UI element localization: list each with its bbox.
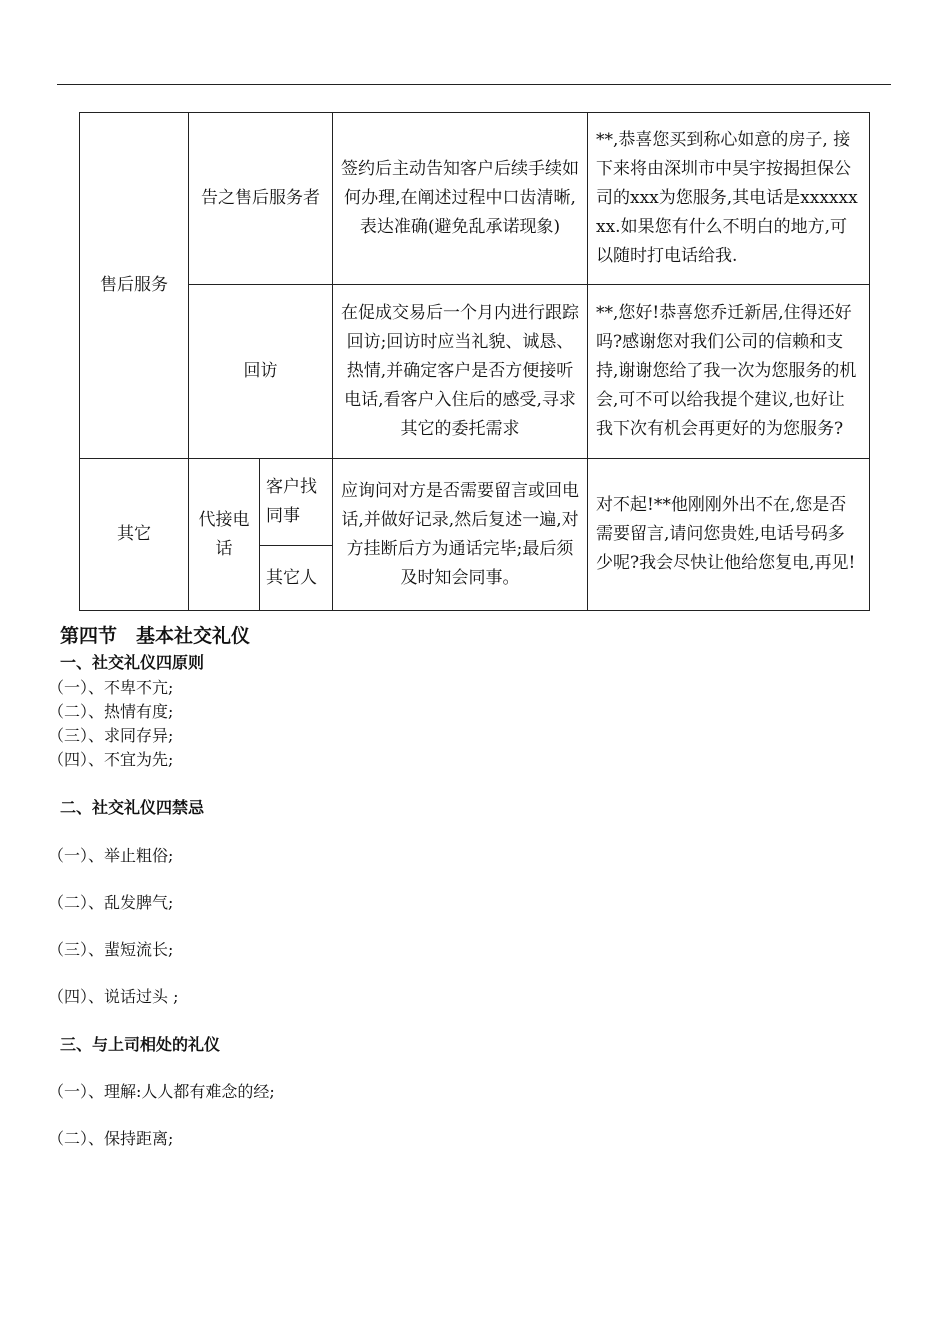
requirement-cell: 在促成交易后一个月内进行跟踪回访;回访时应当礼貌、诚恳、热情,并确定客户是否方便接听电话,看客户入住后的感受,寻求其它的委托需求	[333, 285, 588, 459]
list-item: （一）、不卑不亢;	[48, 678, 174, 697]
superior-heading: 三、与上司相处的礼仪	[60, 1035, 221, 1054]
list-item: （二）、乱发脾气;	[48, 893, 174, 912]
sub-item-cell: 客户找同事	[260, 459, 333, 546]
script-cell: **,您好!恭喜您乔迁新居,住得还好吗?感谢您对我们公司的信赖和支持,谢谢您给了我一次为您服务的机会,可不可以给我提个建议,也好让我下次有机会再更好的为您服务?	[588, 285, 870, 459]
section-title: 第四节 基本社交礼仪	[60, 625, 251, 647]
category-cell-other: 其它	[80, 459, 189, 611]
category-cell-after-sales: 售后服务	[80, 113, 189, 459]
table-row	[80, 285, 870, 459]
principles-heading: 一、社交礼仪四原则	[60, 653, 205, 672]
list-item: （三）、求同存异;	[48, 726, 174, 745]
sub-item-cell: 其它人	[260, 546, 333, 611]
list-item: （二）、热情有度;	[48, 702, 174, 721]
requirement-cell: 应询问对方是否需要留言或回电话,并做好记录,然后复述一遍,对方挂断后方为通话完毕;最后须及时知会同事。	[333, 459, 588, 611]
list-item: （一）、举止粗俗;	[48, 846, 174, 865]
script-cell: 对不起!**他刚刚外出不在,您是否需要留言,请问您贵姓,电话号码多少呢?我会尽快让他给您复电,再见!	[588, 459, 870, 611]
list-item: （四）、说话过头 ;	[48, 987, 179, 1006]
header-rule	[57, 84, 891, 85]
item-cell: 回访	[189, 285, 333, 459]
script-cell: **,恭喜您买到称心如意的房子, 接下来将由深圳市中昊宇按揭担保公司的xxx为您服务,其电话是xxxxxxxx.如果您有什么不明白的地方,可以随时打电话给我.	[588, 113, 870, 285]
list-item: （一）、理解:人人都有难念的经;	[48, 1082, 275, 1101]
item-cell-proxy-call: 代接电话	[189, 459, 260, 611]
item-cell: 告之售后服务者	[189, 113, 333, 285]
table-row	[80, 459, 870, 546]
list-item: （二）、保持距离;	[48, 1129, 174, 1148]
list-item: （四）、不宜为先;	[48, 750, 174, 769]
list-item: （三）、蜚短流长;	[48, 940, 174, 959]
requirement-cell: 签约后主动告知客户后续手续如何办理,在阐述过程中口齿清晰,表达准确(避免乱承诺现象)	[333, 113, 588, 285]
table-row	[80, 113, 870, 285]
etiquette-table	[79, 112, 870, 611]
taboos-heading: 二、社交礼仪四禁忌	[60, 798, 205, 817]
